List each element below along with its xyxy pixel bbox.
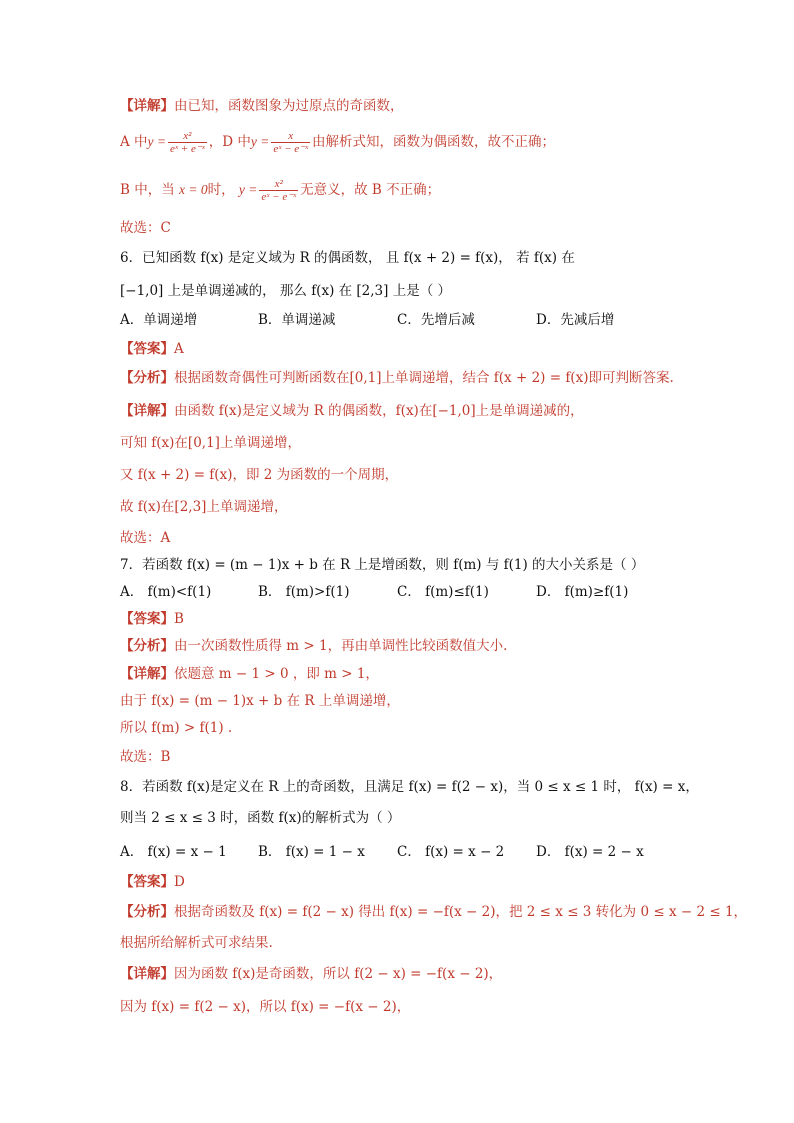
b-mid: 时， bbox=[207, 182, 235, 198]
q8-option-d: D． f(x) = 2 − x bbox=[536, 844, 644, 860]
a-numerator: x² bbox=[168, 130, 207, 143]
b-fraction bbox=[259, 178, 298, 203]
answer-tag: 【答案】 bbox=[120, 611, 174, 627]
detail-tag: 【详解】 bbox=[120, 666, 174, 682]
b-y: y = bbox=[238, 182, 258, 197]
detail-text: 依题意 m − 1 > 0 ，即 m > 1， bbox=[174, 666, 379, 682]
q8-option-c: C． f(x) = x − 2 bbox=[397, 844, 505, 860]
a-prefix: A 中 bbox=[120, 134, 148, 150]
q6-stem-line2: [−1,0] 上是单调递减的， 那么 f(x) 在 [2,3] 上是（ ） bbox=[120, 283, 452, 299]
q5-detail-b-line bbox=[120, 178, 440, 203]
q7-option-d: D． f(m)≥f(1) bbox=[536, 584, 629, 600]
q8-stem-line1: 8．若函数 f(x)是定义在 R 上的奇函数，且满足 f(x) = f(2 − x)，当 0 ≤ x ≤ 1 时， f(x) = x， bbox=[120, 779, 699, 795]
q5-detail-line bbox=[120, 97, 404, 115]
d-fraction bbox=[271, 130, 310, 155]
d-numerator: x bbox=[271, 130, 310, 143]
detail-tag: 【详解】 bbox=[120, 966, 174, 982]
b-tail: 无意义，故 B 不正确； bbox=[300, 182, 441, 198]
q6-detail3: 又 f(x + 2) = f(x)，即 2 为函数的一个周期， bbox=[120, 467, 399, 483]
ad-tail: 由解析式知，函数为偶函数，故不正确； bbox=[312, 134, 556, 150]
analysis-tag: 【分析】 bbox=[120, 904, 174, 920]
q7-analysis bbox=[120, 637, 507, 655]
detail-tag: 【详解】 bbox=[120, 403, 174, 419]
a-denominator: eˣ + e⁻ˣ bbox=[170, 143, 205, 155]
q6-analysis bbox=[120, 369, 674, 387]
q8-detail2: 因为 f(x) = f(2 − x)，所以 f(x) = −f(x − 2)， bbox=[120, 999, 411, 1015]
q7-option-b: B． f(m)>f(1) bbox=[258, 584, 350, 600]
d-y: y = bbox=[250, 134, 270, 149]
b-numerator: x² bbox=[259, 178, 298, 191]
q6-stem-line1: 6．已知函数 f(x) 是定义域为 R 的偶函数， 且 f(x + 2) = f(x)， 若 f(x) 在 bbox=[120, 250, 575, 266]
q6-option-b: B．单调递减 bbox=[258, 312, 336, 328]
q7-detail1 bbox=[120, 665, 379, 683]
analysis-tag: 【分析】 bbox=[120, 370, 174, 386]
answer-tag: 【答案】 bbox=[120, 874, 174, 890]
detail-text: 由已知，函数图象为过原点的奇函数， bbox=[174, 98, 404, 114]
detail-text: 由函数 f(x)是定义域为 R 的偶函数，f(x)在[−1,0]上是单调递减的， bbox=[174, 403, 584, 419]
q6-detail1 bbox=[120, 402, 584, 420]
q5-detail-ad-line bbox=[120, 130, 555, 155]
q6-answer bbox=[120, 340, 184, 358]
q6-option-d: D．先减后增 bbox=[536, 312, 615, 328]
q6-detail2: 可知 f(x)在[0,1]上单调递增， bbox=[120, 435, 301, 451]
answer-value: A bbox=[174, 341, 184, 357]
q6-option-c: C．先增后减 bbox=[397, 312, 475, 328]
q6-choose: 故选：A bbox=[120, 530, 171, 546]
q7-stem: 7．若函数 f(x) = (m − 1)x + b 在 R 上是增函数，则 f(m) 与 f(1) 的大小关系是（ ） bbox=[120, 557, 645, 573]
q7-detail2: 由于 f(x) = (m − 1)x + b 在 R 上单调递增， bbox=[120, 693, 400, 709]
q7-option-c: C． f(m)≤f(1) bbox=[397, 584, 489, 600]
q8-detail1 bbox=[120, 965, 502, 983]
q7-option-a: A． f(m)<f(1) bbox=[120, 584, 212, 600]
q7-choose: 故选：B bbox=[120, 749, 171, 765]
q7-answer bbox=[120, 610, 184, 628]
d-denominator: eˣ − e⁻ˣ bbox=[273, 143, 309, 155]
q8-answer bbox=[120, 873, 185, 891]
q8-option-b: B． f(x) = 1 − x bbox=[258, 844, 365, 860]
d-prefix: ，D 中 bbox=[208, 134, 251, 150]
q5-choose: 故选：C bbox=[120, 220, 171, 236]
detail-tag: 【详解】 bbox=[120, 98, 174, 114]
a-fraction bbox=[168, 130, 207, 155]
analysis-text: 根据奇函数及 f(x) = f(2 − x) 得出 f(x) = −f(x − 2)，把 2 ≤ x ≤ 3 转化为 0 ≤ x − 2 ≤ 1， bbox=[174, 904, 748, 920]
q8-stem-line2: 则当 2 ≤ x ≤ 3 时，函数 f(x)的解析式为（ ） bbox=[120, 810, 401, 826]
q7-detail3: 所以 f(m) > f(1) . bbox=[120, 720, 233, 736]
b-condition: x = 0 bbox=[179, 182, 208, 197]
b-prefix: B 中，当 bbox=[120, 182, 175, 198]
answer-value: D bbox=[174, 874, 185, 890]
analysis-text: 根据函数奇偶性可判断函数在[0,1]上单调递增，结合 f(x + 2) = f(x)即可判断答案. bbox=[174, 370, 674, 386]
q8-analysis2: 根据所给解析式可求结果. bbox=[120, 935, 273, 951]
a-y: y = bbox=[147, 134, 167, 149]
answer-value: B bbox=[174, 611, 184, 627]
q6-option-a: A．单调递增 bbox=[120, 312, 198, 328]
q8-analysis1 bbox=[120, 903, 747, 921]
detail-text: 因为函数 f(x)是奇函数，所以 f(2 − x) = −f(x − 2)， bbox=[174, 966, 503, 982]
q8-option-a: A． f(x) = x − 1 bbox=[120, 844, 227, 860]
analysis-tag: 【分析】 bbox=[120, 638, 174, 654]
answer-tag: 【答案】 bbox=[120, 341, 174, 357]
analysis-text: 由一次函数性质得 m > 1，再由单调性比较函数值大小. bbox=[174, 638, 508, 654]
q6-detail4: 故 f(x)在[2,3]上单调递增， bbox=[120, 499, 288, 515]
b-denominator: eˣ − e⁻ˣ bbox=[261, 191, 297, 203]
